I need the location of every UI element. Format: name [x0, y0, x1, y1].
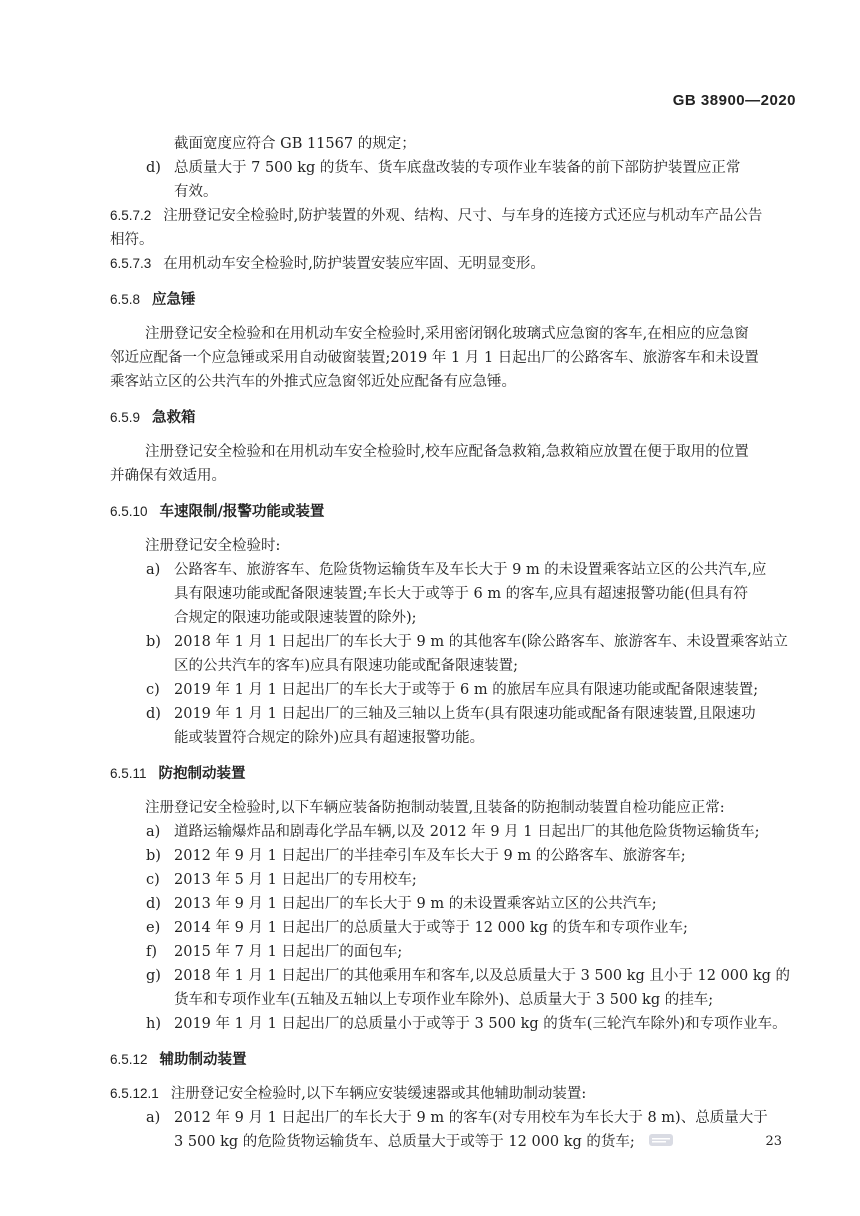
list-item-label: c): [146, 682, 160, 698]
clause-number: 6.5.11: [110, 766, 147, 781]
standard-code: GB 38900—2020: [672, 92, 796, 109]
clause-text: 注册登记安全检验时,以下车辆应安装缓速器或其他辅助制动装置:: [170, 1086, 587, 1102]
list-item: [110, 868, 800, 892]
list-item: [110, 844, 800, 868]
section-title: 辅助制动装置: [159, 1052, 247, 1068]
list-item-text: 2014 年 9 月 1 日起出厂的总质量大于或等于 12 000 kg 的货车和专项作业车;: [174, 920, 688, 936]
list-item-text: 2018 年 1 月 1 日起出厂的其他乘用车和客车,以及总质量大于 3 500 kg 且小于 12 000 kg 的: [174, 968, 791, 984]
clause-number: 6.5.12.1: [110, 1086, 159, 1101]
list-item-text: 3 500 kg 的危险货物运输货车、总质量大于或等于 12 000 kg 的货车;: [174, 1134, 635, 1150]
clause-number: 6.5.12: [110, 1052, 148, 1067]
section-heading: [110, 288, 800, 312]
list-item-label: b): [146, 634, 161, 650]
paragraph: 注册登记安全检验和在用机动车安全检验时,采用密闭钢化玻璃式应急窗的客车,在相应的应急窗: [145, 326, 749, 342]
list-item-continuation: [110, 606, 800, 630]
list-item-text: 道路运输爆炸品和剧毒化学品车辆,以及 2012 年 9 月 1 日起出厂的其他危险货物运输货车;: [174, 824, 760, 840]
clause-text: 注册登记安全检验时,防护装置的外观、结构、尺寸、与车身的连接方式还应与机动车产品公告: [163, 208, 763, 224]
list-item-text: 有效。: [174, 184, 218, 200]
list-item-continuation: [110, 726, 800, 750]
list-item-label: a): [146, 562, 161, 578]
list-item-continuation: [110, 132, 800, 156]
list-item-text: 2019 年 1 月 1 日起出厂的总质量小于或等于 3 500 kg 的货车(三轮汽车除外)和专项作业车。: [174, 1016, 787, 1032]
list-item-text: 区的公共汽车的客车)应具有限速功能或配备限速装置;: [174, 658, 519, 674]
list-item: [110, 630, 800, 654]
list-item: [110, 940, 800, 964]
section-title: 急救箱: [152, 410, 196, 426]
paragraph-continuation: 并确保有效适用。: [110, 468, 226, 484]
paragraph: 注册登记安全检验时,以下车辆应装备防抱制动装置,且装备的防抱制动装置自检功能应正常:: [145, 800, 725, 816]
section-title: 防抱制动装置: [158, 766, 246, 782]
clause-paragraph: [110, 1082, 800, 1106]
list-item-text: 合规定的限速功能或限速装置的除外);: [174, 610, 417, 626]
clause-number: 6.5.8: [110, 292, 141, 307]
list-item-label: e): [146, 920, 161, 936]
list-item-continuation: [110, 654, 800, 678]
list-item-text: 2013 年 9 月 1 日起出厂的车长大于 9 m 的未设置乘客站立区的公共汽车;: [174, 896, 657, 912]
list-item-text: 2018 年 1 月 1 日起出厂的车长大于 9 m 的其他客车(除公路客车、旅游客车、未设置乘客站立: [174, 634, 788, 650]
list-item-text: 2012 年 9 月 1 日起出厂的半挂牵引车及车长大于 9 m 的公路客车、旅游客车;: [174, 848, 686, 864]
section-heading: [110, 1048, 800, 1072]
page-number: 23: [765, 1134, 782, 1149]
list-item-text: 2015 年 7 月 1 日起出厂的面包车;: [174, 944, 403, 960]
section-title: 车速限制/报警功能或装置: [159, 504, 325, 520]
list-item-text: 2013 年 5 月 1 日起出厂的专用校车;: [174, 872, 417, 888]
section-heading: [110, 500, 800, 524]
list-item-continuation: [110, 988, 800, 1012]
list-item-continuation: [110, 582, 800, 606]
list-item-text: 2012 年 9 月 1 日起出厂的车长大于 9 m 的客车(对专用校车为车长大于 8 m)、总质量大于: [174, 1110, 768, 1126]
paragraph: 注册登记安全检验和在用机动车安全检验时,校车应配备急救箱,急救箱应放置在便于取用的位置: [145, 444, 749, 460]
list-item: [110, 1106, 800, 1130]
list-item-label: a): [146, 1110, 161, 1126]
list-item-text: 公路客车、旅游客车、危险货物运输货车及车长大于 9 m 的未设置乘客站立区的公共汽车,应: [174, 562, 767, 578]
list-item-text: 截面宽度应符合 GB 11567 的规定；: [174, 136, 416, 152]
section-title: 应急锤: [152, 292, 196, 308]
list-item: [110, 558, 800, 582]
list-item: [110, 820, 800, 844]
list-item-label: c): [146, 872, 160, 888]
list-item: [110, 156, 800, 180]
list-item: [110, 964, 800, 988]
list-item-label: f): [146, 944, 158, 960]
list-item-label: d): [146, 160, 161, 176]
section-heading: [110, 406, 800, 430]
clause-number: 6.5.9: [110, 410, 141, 425]
list-item-text: 2019 年 1 月 1 日起出厂的三轴及三轴以上货车(具有限速功能或配备有限速装置,且限速功: [174, 706, 756, 722]
sac-logo-icon: [648, 1132, 674, 1148]
paragraph-continuation: 邻近应配备一个应急锤或采用自动破窗装置;2019 年 1 月 1 日起出厂的公路客车、旅游客车和未设置: [110, 350, 759, 366]
clause-number: 6.5.7.3: [110, 256, 152, 271]
clause-paragraph: [110, 252, 800, 276]
list-item-label: b): [146, 848, 161, 864]
clause-text: 在用机动车安全检验时,防护装置安装应牢固、无明显变形。: [163, 256, 545, 272]
document-body: [110, 132, 800, 1154]
list-item-text: 总质量大于 7 500 kg 的货车、货车底盘改装的专项作业车装备的前下部防护装置应正常: [174, 160, 741, 176]
list-item-label: h): [146, 1016, 161, 1032]
list-item-text: 2019 年 1 月 1 日起出厂的车长大于或等于 6 m 的旅居车应具有限速功能或配备限速装置;: [174, 682, 759, 698]
list-item: [110, 702, 800, 726]
paragraph-continuation: 相符。: [110, 232, 154, 248]
list-item-text: 具有限速功能或配备限速装置;车长大于或等于 6 m 的客车,应具有超速报警功能(但具有符: [174, 586, 748, 602]
clause-number: 6.5.7.2: [110, 208, 152, 223]
list-item-label: g): [146, 968, 161, 984]
list-item: [110, 892, 800, 916]
list-item-label: a): [146, 824, 161, 840]
list-item-label: d): [146, 896, 161, 912]
clause-number: 6.5.10: [110, 504, 148, 519]
clause-paragraph: [110, 204, 800, 228]
list-item-label: d): [146, 706, 161, 722]
list-item: [110, 916, 800, 940]
list-item-continuation: [110, 180, 800, 204]
list-item-text: 货车和专项作业车(五轴及五轴以上专项作业车除外)、总质量大于 3 500 kg 的挂车;: [174, 992, 714, 1008]
paragraph: 注册登记安全检验时:: [145, 538, 281, 554]
list-item: [110, 678, 800, 702]
paragraph-continuation: 乘客站立区的公共汽车的外推式应急窗邻近处应配备有应急锤。: [110, 374, 516, 390]
list-item-text: 能或装置符合规定的除外)应具有超速报警功能。: [174, 730, 485, 746]
list-item-continuation: [110, 1130, 800, 1154]
section-heading: [110, 762, 800, 786]
list-item: [110, 1012, 800, 1036]
